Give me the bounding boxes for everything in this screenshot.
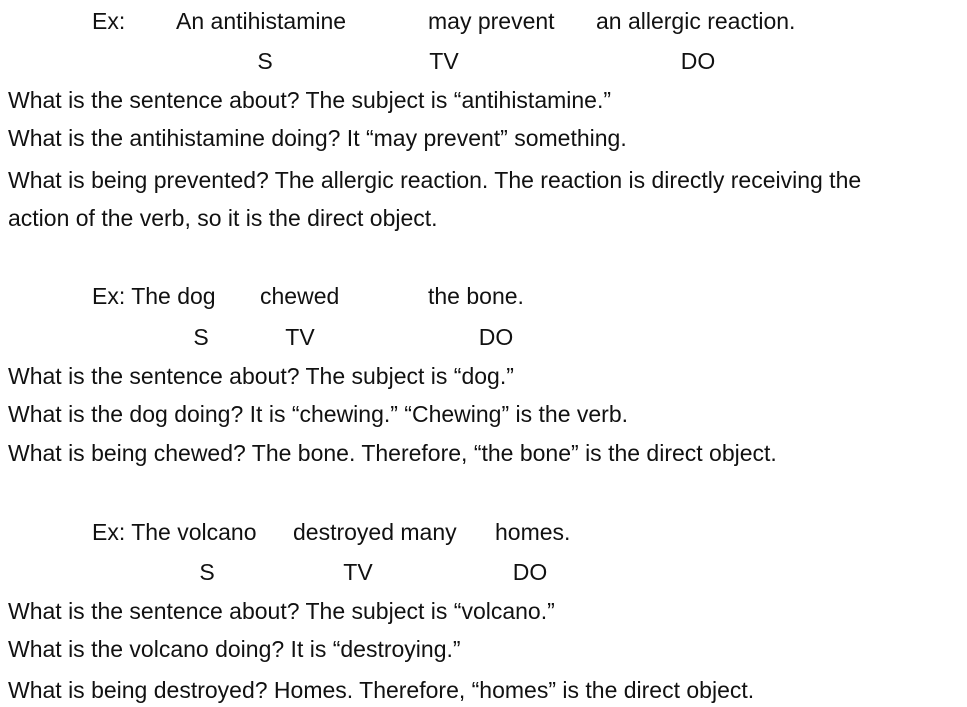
example-2-subject: Ex: The dog xyxy=(92,283,216,309)
example-1-explanation-line: What is being prevented? The allergic reaction. The reaction is directly receiving the xyxy=(8,167,862,193)
example-1-verb-label: TV xyxy=(429,48,459,74)
example-1-explanation-line: action of the verb, so it is the direct object. xyxy=(8,205,438,231)
example-2-object-label: DO xyxy=(478,324,514,350)
example-1-subject: An antihistamine xyxy=(176,8,347,34)
example-3-explanation-line: What is the volcano doing? It is “destroying.” xyxy=(8,636,461,662)
example-2-subject-label: S xyxy=(193,324,209,350)
example-3-explanation-line: What is the sentence about? The subject is “volcano.” xyxy=(8,598,555,624)
example-1-object: an allergic reaction. xyxy=(596,8,796,34)
example-1-explanation-line: What is the sentence about? The subject is “antihistamine.” xyxy=(8,87,612,113)
example-3-explanation-line: What is being destroyed? Homes. Therefore, “homes” is the direct object. xyxy=(8,677,755,703)
example-1-object-label: DO xyxy=(680,48,716,74)
example-1-prefix: Ex: xyxy=(92,8,126,34)
example-1-explanation-line: What is the antihistamine doing? It “may prevent” something. xyxy=(8,125,627,151)
example-2-verb-label: TV xyxy=(285,324,315,350)
example-2-verb: chewed xyxy=(260,283,340,309)
example-2-explanation-line: What is being chewed? The bone. Therefore, “the bone” is the direct object. xyxy=(8,440,777,466)
example-1-verb: may prevent xyxy=(428,8,555,34)
example-2-explanation-line: What is the dog doing? It is “chewing.” “Chewing” is the verb. xyxy=(8,401,629,427)
example-3-verb-label: TV xyxy=(343,559,373,585)
example-3-object: homes. xyxy=(495,519,571,545)
example-2-object: the bone. xyxy=(428,283,524,309)
example-3-subject: Ex: The volcano xyxy=(92,519,257,545)
example-3-subject-label: S xyxy=(199,559,215,585)
example-1-subject-label: S xyxy=(257,48,273,74)
example-3-verb: destroyed many xyxy=(293,519,457,545)
example-3-object-label: DO xyxy=(512,559,548,585)
example-2-explanation-line: What is the sentence about? The subject is “dog.” xyxy=(8,363,514,389)
